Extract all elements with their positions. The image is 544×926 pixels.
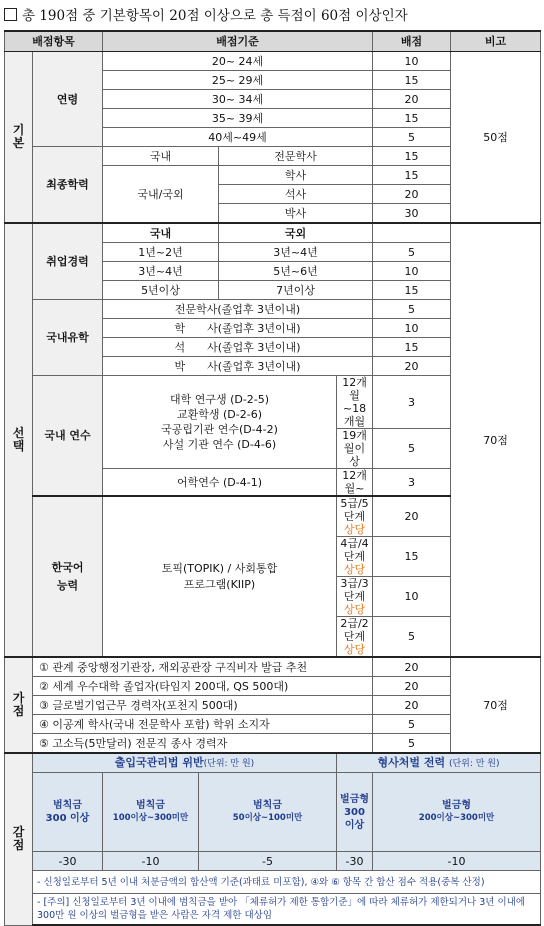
- korean-score: 15: [373, 537, 451, 577]
- training-line: 대학 연구생 (D-2-5): [169, 393, 270, 406]
- korean-score: 10: [373, 577, 451, 617]
- career-score: 15: [373, 281, 451, 300]
- deduction-warning: - [주의] 신청일로부터 3년 이내에 범칙금을 받아 「체류허가 제한 통합기준」에 따라 체류허가 제한되거나 3년 이내에 300만 원 이상의 벌금형을 받은 사람은 자격 제한 대상임: [33, 894, 541, 926]
- age-range: 30~ 34세: [103, 90, 373, 109]
- training-lang: 어학연수 (D-4-1): [103, 469, 337, 497]
- header-score: 배점: [373, 31, 451, 52]
- korean-equiv: 상당: [343, 603, 366, 616]
- deduction-col: [373, 773, 541, 852]
- deduction-col-line2: 200이상~300미만: [418, 813, 495, 823]
- korean-desc-line: 토픽(TOPIK) / 사회통합: [161, 561, 278, 575]
- page-title: [4, 4, 408, 28]
- deduction-col: [33, 773, 103, 852]
- study-text: 전문학사(졸업후 3년이내): [103, 300, 373, 319]
- korean-level-text: 3급/3단계: [340, 577, 369, 603]
- age-label: 연령: [33, 52, 103, 147]
- career-foreign: 5년~6년: [219, 262, 373, 281]
- criminal-title: [337, 753, 541, 773]
- korean-desc-line: 프로그램(KIIP): [183, 577, 256, 591]
- study-text: 학 사(졸업후 3년이내): [103, 319, 373, 338]
- bonus-score: 20: [373, 677, 451, 696]
- study-text: 박 사(졸업후 3년이내): [103, 357, 373, 376]
- bonus-text: ② 세계 우수대학 졸업자(타임지 200대, QS 500대): [33, 677, 373, 696]
- career-label: 취업경력: [33, 223, 103, 300]
- section-basic: 기 본: [5, 52, 33, 224]
- deduction-col-line2: 50이상~100미만: [232, 813, 303, 823]
- study-score: 5: [373, 300, 451, 319]
- korean-equiv: 상당: [343, 523, 366, 536]
- immigration-title-text: 출입국관리법 위반: [114, 755, 204, 769]
- page-title-text: 총 190점 중 기본항목이 20점 이상으로 총 득점이 60점 이상인자: [22, 8, 408, 24]
- criminal-unit: (단위: 만 원): [448, 758, 500, 769]
- education-score: 15: [373, 166, 451, 185]
- korean-equiv: 상당: [343, 643, 366, 656]
- section-deduction: 감 점: [5, 753, 33, 925]
- education-degree: 석사: [219, 185, 373, 204]
- korean-level: [337, 537, 373, 577]
- korean-score: 20: [373, 496, 451, 537]
- table-row: [5, 773, 541, 852]
- age-range: 35~ 39세: [103, 109, 373, 128]
- education-score: 30: [373, 204, 451, 224]
- age-range: 20~ 24세: [103, 52, 373, 71]
- deduction-col-line2: 300 이상: [344, 806, 365, 831]
- korean-level-text: 2급/2단계: [340, 617, 369, 643]
- career-foreign: 7년이상: [219, 281, 373, 300]
- study-score: 15: [373, 338, 451, 357]
- career-score: 5: [373, 243, 451, 262]
- korean-desc: [103, 496, 337, 657]
- deduction-col: [199, 773, 337, 852]
- korean-level-text: 5급/5단계: [340, 497, 369, 523]
- training-line: 국공립기관 연수(D-4-2): [161, 423, 278, 436]
- career-domestic: 1년~2년: [103, 243, 219, 262]
- table-row: [5, 753, 541, 773]
- checkbox-square-icon: [4, 8, 17, 21]
- header-note: 비고: [451, 31, 541, 52]
- career-domestic: 5년이상: [103, 281, 219, 300]
- bonus-note: 70점: [451, 657, 541, 753]
- career-domestic: 3년~4년: [103, 262, 219, 281]
- study-label: 국내유학: [33, 300, 103, 376]
- career-score: 10: [373, 262, 451, 281]
- education-domestic: 국내: [103, 147, 219, 166]
- deduction-col: [337, 773, 373, 852]
- deduction-note: - 신청일로부터 5년 이내 처분금액의 합산액 기준(과태료 미포함), ④와 ⑥ 항목 간 합산 점수 적용(중복 산정): [33, 871, 541, 894]
- table-row: [5, 894, 541, 926]
- table-row: [5, 223, 541, 243]
- korean-level: [337, 496, 373, 537]
- training-score: 3: [373, 376, 451, 429]
- bonus-text: ① 관계 중앙행정기관장, 재외공관장 구직비자 발급 추천: [33, 657, 373, 677]
- career-foreign: 3년~4년: [219, 243, 373, 262]
- table-row: [5, 657, 541, 677]
- education-domestic-foreign: 국내/국외: [103, 166, 219, 224]
- korean-label-line: 한국어: [51, 560, 84, 574]
- age-score: 15: [373, 109, 451, 128]
- deduction-value: -30: [33, 852, 103, 871]
- immigration-unit: (단위: 만 원): [203, 758, 255, 769]
- deduction-col: [103, 773, 199, 852]
- immigration-title: [33, 753, 337, 773]
- korean-label-line: 능력: [56, 578, 79, 592]
- deduction-col-line1: 범칙금: [136, 800, 165, 811]
- age-range: 40세~49세: [103, 128, 373, 147]
- header-criteria: 배점기준: [103, 31, 373, 52]
- training-label: 국내 연수: [33, 376, 103, 497]
- study-text: 석 사(졸업후 3년이내): [103, 338, 373, 357]
- age-range: 25~ 29세: [103, 71, 373, 90]
- education-score: 20: [373, 185, 451, 204]
- bonus-score: 20: [373, 696, 451, 715]
- age-score: 20: [373, 90, 451, 109]
- bonus-text: ③ 글로벌기업근무 경력자(포천지 500대): [33, 696, 373, 715]
- deduction-col-line1: 범칙금: [253, 800, 282, 811]
- deduction-value: -5: [199, 852, 337, 871]
- table-header: [5, 31, 541, 52]
- table-row: [5, 871, 541, 894]
- table-row: [5, 52, 541, 71]
- deduction-value: -30: [337, 852, 373, 871]
- training-score: 3: [373, 469, 451, 497]
- section-bonus: 가 점: [5, 657, 33, 753]
- section-optional: 선 택: [5, 223, 33, 657]
- study-score: 10: [373, 319, 451, 338]
- deduction-col-line1: 벌금형: [340, 793, 370, 805]
- deduction-value: -10: [373, 852, 541, 871]
- table-row: [5, 852, 541, 871]
- training-line: 사설 기관 연수 (D-4-6): [162, 438, 277, 451]
- training-score: 5: [373, 429, 451, 469]
- bonus-score: 5: [373, 715, 451, 734]
- career-domestic-head: 국내: [103, 223, 219, 243]
- bonus-score: 20: [373, 657, 451, 677]
- optional-note: 70점: [451, 223, 541, 657]
- career-score-head: [373, 223, 451, 243]
- training-period: 19개월이상: [337, 429, 373, 469]
- points-table: [4, 30, 541, 926]
- training-group: [103, 376, 337, 469]
- korean-level: [337, 577, 373, 617]
- korean-level: [337, 617, 373, 658]
- education-degree: 전문학사: [219, 147, 373, 166]
- training-line: 교환학생 (D-2-6): [177, 408, 263, 421]
- career-foreign-head: 국외: [219, 223, 373, 243]
- education-label: 최종학력: [33, 147, 103, 224]
- deduction-col-line2: 100이상~300미만: [112, 813, 189, 823]
- korean-score: 5: [373, 617, 451, 658]
- age-score: 10: [373, 52, 451, 71]
- korean-level-text: 4급/4단계: [340, 537, 369, 563]
- deduction-col-line1: 벌금형: [442, 800, 472, 811]
- deduction-value: -10: [103, 852, 199, 871]
- criminal-title-text: 형사처벌 전력: [377, 755, 446, 769]
- training-period: 12개월~: [337, 469, 373, 497]
- bonus-text: ⑤ 고소득(5만달러) 전문직 종사 경력자: [33, 734, 373, 754]
- bonus-text: ④ 이공계 학사(국내 전문학사 포함) 학위 소지자: [33, 715, 373, 734]
- training-period: 12개월~18개월: [337, 376, 373, 429]
- education-degree: 학사: [219, 166, 373, 185]
- education-degree: 박사: [219, 204, 373, 224]
- deduction-col-line2: 300 이상: [45, 813, 90, 824]
- education-score: 15: [373, 147, 451, 166]
- age-score: 5: [373, 128, 451, 147]
- age-score: 15: [373, 71, 451, 90]
- basic-note: 50점: [451, 52, 541, 224]
- korean-label: [33, 496, 103, 657]
- header-item: 배점항목: [5, 31, 103, 52]
- deduction-col-line1: 범칙금: [53, 800, 82, 811]
- study-score: 20: [373, 357, 451, 376]
- bonus-score: 5: [373, 734, 451, 754]
- korean-equiv: 상당: [343, 563, 366, 576]
